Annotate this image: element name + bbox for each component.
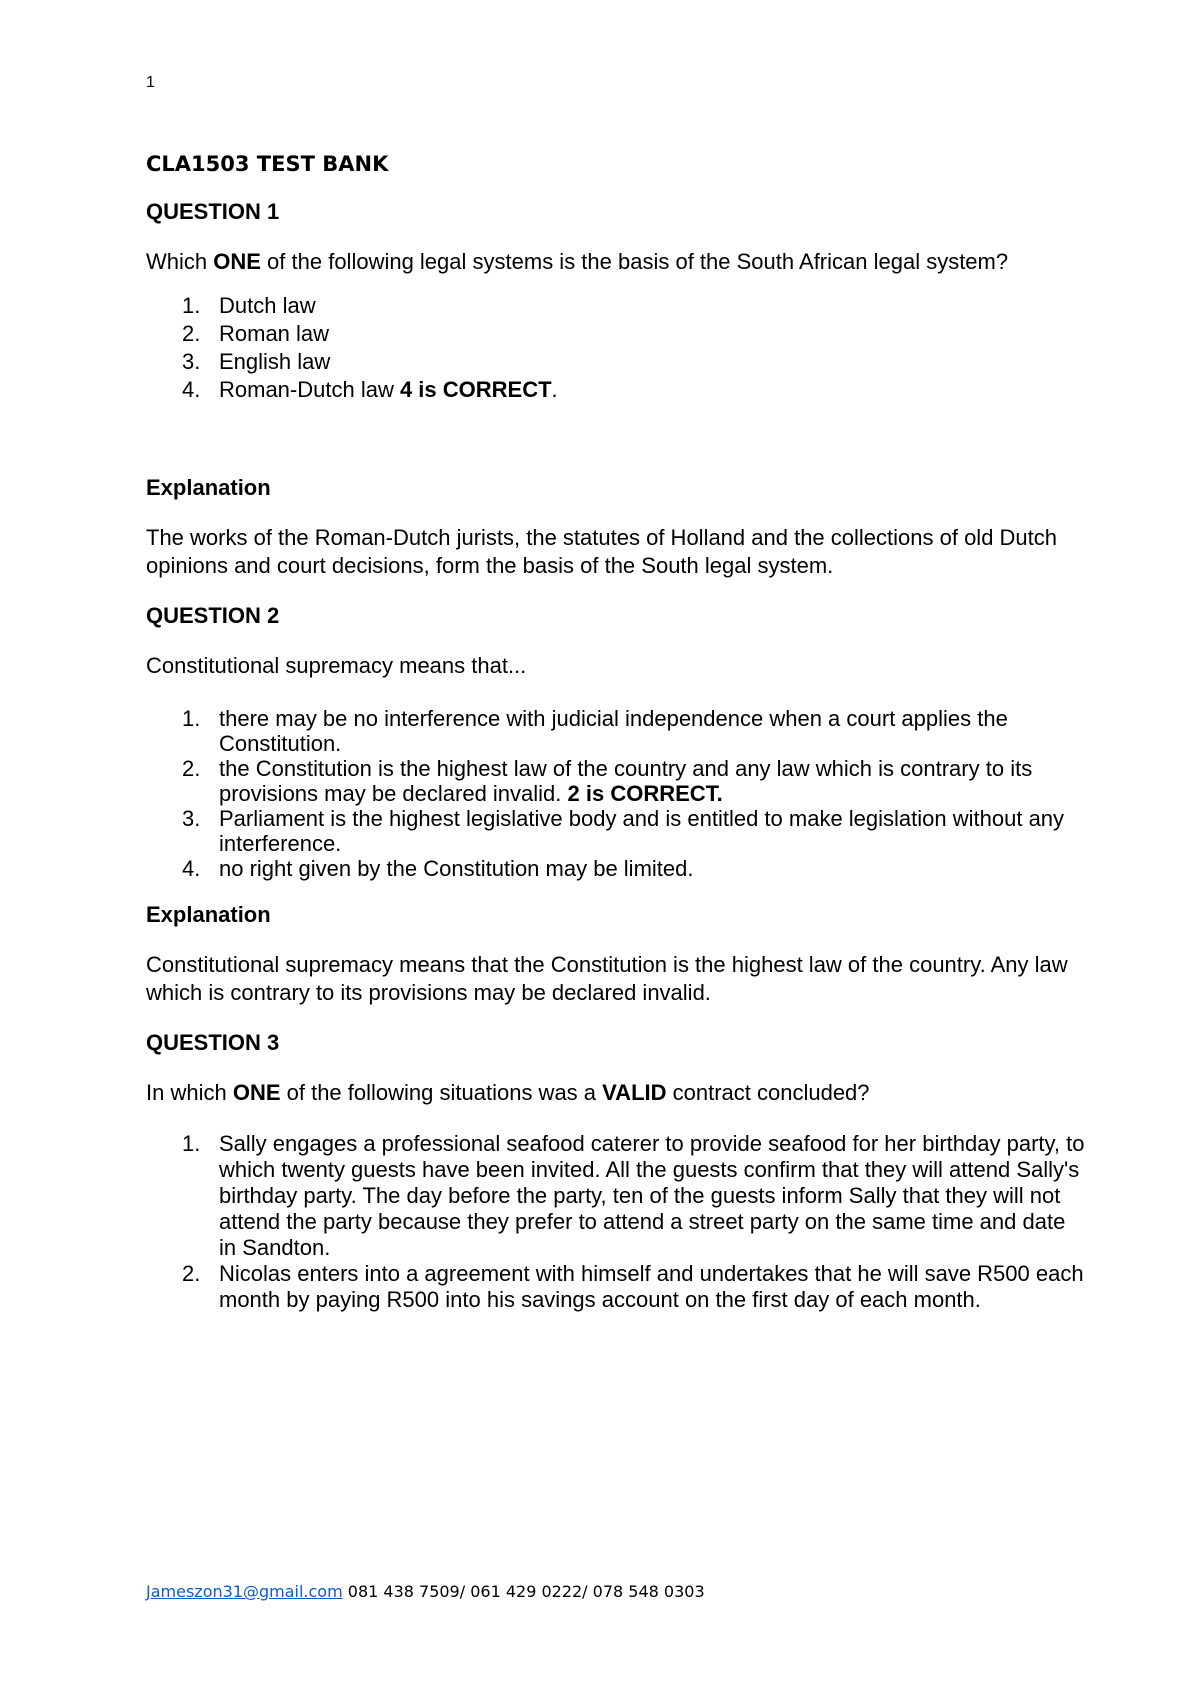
answer-option <box>146 856 1086 881</box>
stem-text: Which <box>146 249 214 274</box>
option-text: Dutch law <box>219 293 316 318</box>
answer-options <box>146 292 1086 404</box>
answer-option <box>146 1261 1086 1313</box>
page-number: 1 <box>146 74 155 91</box>
stem-text: of the following situations was a <box>280 1080 603 1105</box>
answer-option <box>146 376 1086 404</box>
question-heading: QUESTION 2 <box>146 603 280 628</box>
answer-option <box>146 292 1086 320</box>
correct-answer-mark: 4 is CORRECT <box>399 377 552 402</box>
option-number: 4. <box>182 377 201 402</box>
question-1 <box>146 198 1086 580</box>
stem-text: In which <box>146 1080 233 1105</box>
document-body <box>146 150 1086 1333</box>
explanation-heading: Explanation <box>146 475 271 500</box>
question-3 <box>146 1029 1086 1313</box>
phone-numbers: 081 438 7509/ 061 429 0222/ 078 548 0303 <box>342 1582 705 1601</box>
answer-option <box>146 320 1086 348</box>
question-heading: QUESTION 1 <box>146 199 280 224</box>
option-number: 3. <box>182 349 201 374</box>
answer-option <box>146 348 1086 376</box>
option-text: Parliament is the highest legislative body and is entitled to make legislation without any interference. <box>219 806 1065 856</box>
stem-emphasis: ONE <box>213 249 261 274</box>
option-number: 3. <box>182 806 201 831</box>
option-number: 4. <box>182 856 201 881</box>
stem-emphasis: VALID <box>602 1080 667 1105</box>
stem-emphasis: ONE <box>232 1080 281 1105</box>
answer-options <box>146 706 1086 881</box>
answer-option <box>146 1131 1086 1261</box>
option-number: 2. <box>182 321 201 346</box>
option-text: there may be no interference with judicial independence when a court applies the Constitution. <box>219 706 1008 756</box>
answer-option <box>146 706 1086 756</box>
answer-options <box>146 1131 1086 1313</box>
option-text: . <box>551 377 558 402</box>
option-text: Roman-Dutch law <box>219 377 400 402</box>
explanation-heading: Explanation <box>146 902 271 927</box>
question-stem <box>146 1079 1086 1107</box>
option-number: 1. <box>182 1131 201 1156</box>
question-stem: Constitutional supremacy means that... <box>146 653 527 678</box>
option-number: 2. <box>182 756 201 781</box>
option-text: Nicolas enters into a agreement with himself and undertakes that he will save R500 each month by paying R500 into his savings account on the first day of each month. <box>219 1261 1084 1312</box>
option-number: 1. <box>182 706 201 731</box>
question-2 <box>146 602 1086 1007</box>
document-title: CLA1503 TEST BANK <box>146 152 389 176</box>
answer-option <box>146 756 1086 806</box>
stem-text: of the following legal systems is the basis of the South African legal system? <box>260 249 1009 274</box>
explanation-text: The works of the Roman-Dutch jurists, the statutes of Holland and the collections of old Dutch opinions and court decisions, form the basis of the South legal system. <box>146 525 1058 578</box>
email-link[interactable]: Jameszon31@gmail.com <box>146 1582 343 1601</box>
option-text: the Constitution is the highest law of the country and any law which is contrary to its provisions may be declared invalid. <box>219 756 1033 806</box>
option-number: 2. <box>182 1261 201 1286</box>
option-number: 1. <box>182 293 201 318</box>
question-heading: QUESTION 3 <box>146 1030 280 1055</box>
option-text: no right given by the Constitution may be limited. <box>219 856 694 881</box>
option-text: Sally engages a professional seafood caterer to provide seafood for her birthday party, to which twenty guests have been invited. All the guests confirm that they will attend Sally's birthday party. The day before the party, ten of the guests inform Sally that they will not attend the party because they prefer to attend a street party on the same time and date in Sandton. <box>219 1131 1085 1260</box>
page-footer <box>146 1582 705 1601</box>
option-text: English law <box>219 349 331 374</box>
correct-answer-mark: 2 is CORRECT. <box>567 781 723 806</box>
answer-option <box>146 806 1086 856</box>
explanation-text: Constitutional supremacy means that the Constitution is the highest law of the country. Any law which is contrary to its provisions may be declared invalid. <box>146 952 1068 1005</box>
option-text: Roman law <box>219 321 330 346</box>
stem-text: contract concluded? <box>666 1080 870 1105</box>
question-stem <box>146 248 1086 276</box>
